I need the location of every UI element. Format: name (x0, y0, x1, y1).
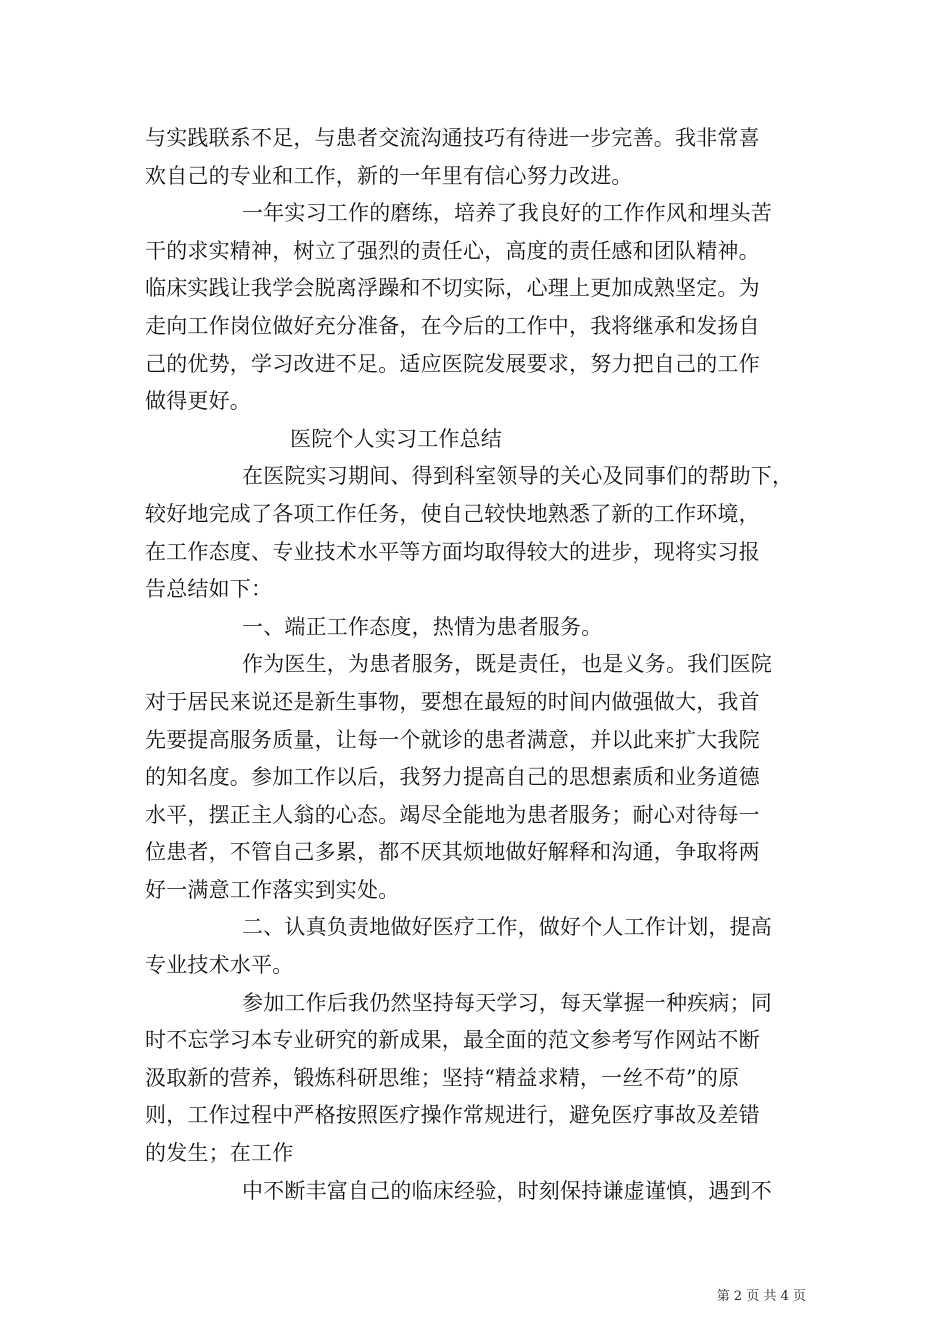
text-line: 参加工作后我仍然坚持每天学习，每天掌握一种疾病；同 (242, 990, 772, 1015)
text-line: 的知名度。参加工作以后，我努力提高自己的思想素质和业务道德 (145, 765, 760, 790)
text-line: 则，工作过程中严格按照医疗操作常规进行，避免医疗事故及差错 (145, 1103, 760, 1128)
text-line: 临床实践让我学会脱离浮躁和不切实际，心理上更加成熟坚定。为 (145, 276, 760, 301)
text-line: 告总结如下： (145, 577, 273, 602)
text-line: 专业技术水平。 (145, 953, 294, 978)
text-line: 的发生；在工作 (145, 1141, 294, 1166)
text-line: 与实践联系不足，与患者交流沟通技巧有待进一步完善。我非常喜 (145, 126, 760, 150)
text-line: 在工作态度、专业技术水平等方面均取得较大的进步，现将实习报 (145, 539, 760, 564)
text-line: 欢自己的专业和工作，新的一年里有信心努力改进。 (145, 163, 633, 188)
text-line: 干的求实精神，树立了强烈的责任心，高度的责任感和团队精神。 (145, 238, 760, 263)
text-line: 做得更好。 (145, 389, 251, 414)
text-line: 作为医生，为患者服务，既是责任，也是义务。我们医院 (242, 652, 772, 677)
text-line: 二、认真负责地做好医疗工作，做好个人工作计划，提高 (242, 915, 772, 940)
text-line: 一年实习工作的磨练，培养了我良好的工作作风和埋头苦 (242, 201, 772, 226)
section-title: 医院个人实习工作总结 (290, 426, 502, 451)
text-line: 汲取新的营养，锻炼科研思维；坚持“精益求精，一丝不苟”的原 (145, 1065, 740, 1090)
text-line: 时不忘学习本专业研究的新成果，最全面的范文参考写作网站不断 (145, 1028, 760, 1053)
text-line: 水平，摆正主人翁的心态。竭尽全能地为患者服务；耐心对待每一 (145, 802, 760, 827)
text-line: 一、端正工作态度，热情为患者服务。 (242, 614, 603, 639)
text-line: 位患者，不管自己多累，都不厌其烦地做好解释和沟通，争取将两 (145, 840, 760, 865)
text-line: 对于居民来说还是新生事物，要想在最短的时间内做强做大，我首 (145, 689, 760, 714)
text-line: 在医院实习期间、得到科室领导的关心及同事们的帮助下， (242, 464, 794, 489)
document-body (145, 120, 810, 1210)
text-line: 中不断丰富自己的临床经验，时刻保持谦虚谨慎，遇到不 (242, 1178, 772, 1203)
page-number-footer: 第 2 页 共 4 页 (716, 1289, 806, 1304)
text-line: 走向工作岗位做好充分准备，在今后的工作中，我将继承和发扬自 (145, 313, 760, 338)
text-line: 己的优势，学习改进不足。适应医院发展要求，努力把自己的工作 (145, 351, 760, 376)
text-line: 好一满意工作落实到实处。 (145, 877, 400, 902)
text-line: 先要提高服务质量，让每一个就诊的患者满意，并以此来扩大我院 (145, 727, 760, 752)
text-line: 较好地完成了各项工作任务，使自己较快地熟悉了新的工作环境， (145, 501, 760, 526)
